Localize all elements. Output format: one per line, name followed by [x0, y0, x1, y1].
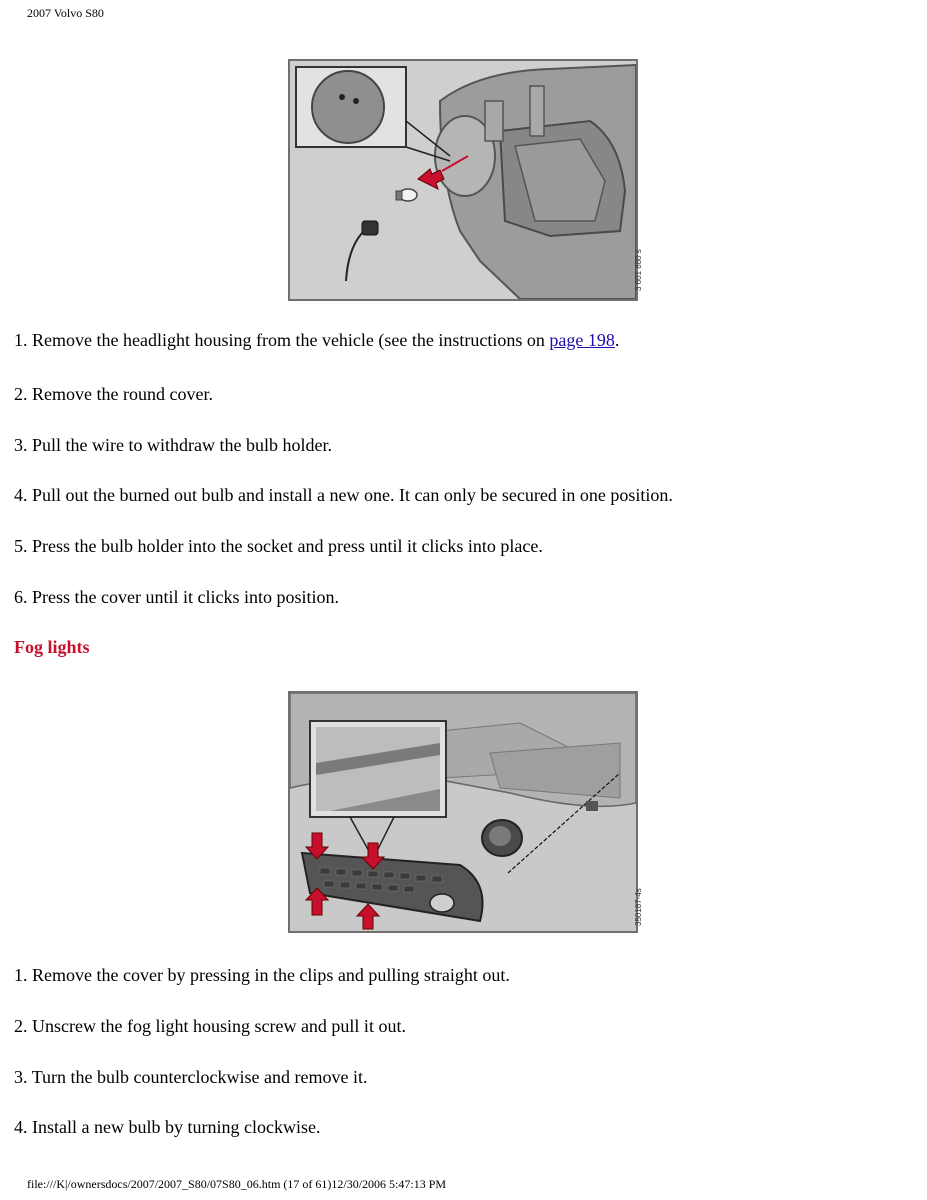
fog-step-4 [14, 1117, 320, 1138]
figure2-code-label-container [622, 840, 643, 930]
headlight-step-2 [14, 384, 213, 405]
fog-lights-heading: Fog lights [14, 637, 90, 657]
document-footer-path: file:///K|/ownersdocs/2007/2007_S80/07S80_06.htm (17 of 61)12/30/2006 5:47:13 PM [27, 1177, 447, 1191]
step-number: 3. [14, 435, 28, 455]
page-198-link[interactable]: page 198 [549, 330, 615, 350]
step-text: Install a new bulb by turning clockwise. [32, 1117, 321, 1137]
fog-step-2 [14, 1016, 406, 1037]
step-text: Pull out the burned out bulb and install a new one. It can only be secured in one position. [32, 485, 673, 505]
step-number: 3. [14, 1067, 28, 1087]
step-text: Remove the round cover. [32, 384, 213, 404]
figure1-code-label: 3 601 880 s [634, 249, 643, 291]
headlight-step-1 [14, 330, 619, 351]
fog-step-1 [14, 965, 510, 986]
step-text: Unscrew the fog light housing screw and pull it out. [32, 1016, 406, 1036]
step-number: 4. [14, 1117, 28, 1137]
step-text-end: . [614, 330, 620, 350]
step-text: Press the bulb holder into the socket and press until it clicks into place. [32, 536, 543, 556]
headlight-step-4 [14, 485, 673, 506]
figure2-code-label: 350187-4s [634, 888, 643, 926]
headlight-step-6 [14, 587, 339, 608]
document-header-title: 2007 Volvo S80 [27, 6, 104, 20]
step-number: 1. [14, 965, 28, 985]
step-text: Turn the bulb counterclockwise and remove it. [31, 1067, 368, 1087]
headlight-step-5 [14, 536, 543, 557]
step-text: Pull the wire to withdraw the bulb holder. [32, 435, 332, 455]
step-number: 2. [14, 1016, 28, 1036]
step-number: 1. [14, 330, 28, 350]
fog-step-3 [14, 1067, 367, 1088]
figure1-code-label-container [622, 205, 643, 295]
step-text: Remove the cover by pressing in the clips and pulling straight out. [32, 965, 510, 985]
step-number: 4. [14, 485, 28, 505]
step-text: Press the cover until it clicks into position. [32, 587, 339, 607]
headlight-bulb-illustration [288, 59, 638, 301]
step-number: 2. [14, 384, 28, 404]
step-number: 6. [14, 587, 28, 607]
step-text: Remove the headlight housing from the vehicle (see the instructions on [32, 330, 545, 350]
headlight-step-3 [14, 435, 332, 456]
fog-light-illustration [288, 691, 638, 933]
step-number: 5. [14, 536, 28, 556]
